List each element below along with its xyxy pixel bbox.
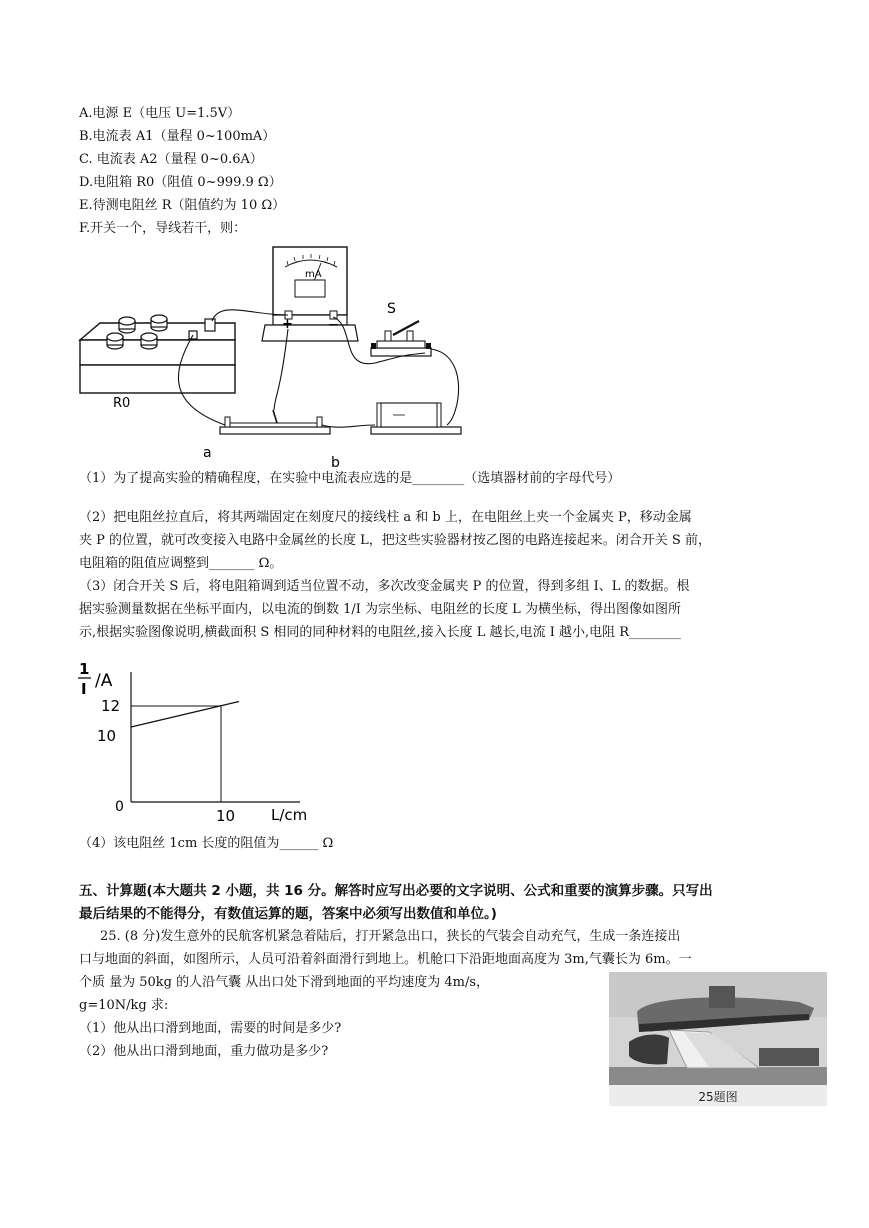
question-3-line-3: 示,根据实验图像说明,横截面积 S 相同的同种材料的电阻丝,接入长度 L 越长,电流 I 越小,电阻 R________ [79,625,682,640]
question-1: （1）为了提高实验的精确程度，在实验中电流表应选的是________（选填器材前的字母代号） [79,471,621,486]
switch-label: S [387,301,396,317]
equipment-item-b: B.电流表 A1（量程 0~100mA） [79,129,276,144]
data-line [131,702,239,728]
question-25-line-4: g=10N/kg 求: [79,998,169,1013]
y-tick-label-12: 12 [101,697,121,715]
question-2-line-3: 电阻箱的阻值应调整到_______ Ω。 [79,556,283,571]
resistor-box-label: R0 [113,396,131,411]
graph-inverse-current-vs-length [75,650,355,830]
question-25-sub-1: （1）他从出口滑到地面，需要的时间是多少? [79,1021,342,1036]
question-2-line-2: 夹 P 的位置，就可改变接入电路中金属丝的长度 L，把这些实验器材按乙图的电路连接起来。闭合开关 S 前， [79,533,711,548]
circuit-diagram [75,245,475,470]
question-25-line-2: 口与地面的斜面，如图所示，人员可沿着斜面滑行到地上。机舱口下沿距地面高度为 3m,气囊长为 6m。一 [79,952,692,967]
y-tick-label-10: 10 [97,727,117,745]
meter-minus-label: − [328,318,339,333]
y-axis-numerator: 1 [79,660,90,678]
question-25-line-1: 25. (8 分)发生意外的民航客机紧急着陆后，打开紧急出口，狭长的气装会自动充气，生成一条连接出 [100,929,681,944]
equipment-item-e: E.待测电阻丝 R（阻值约为 10 Ω） [79,198,286,213]
x-tick-label-10: 10 [216,807,236,825]
equipment-item-d: D.电阻箱 R0（阻值 0~999.9 Ω） [79,175,282,190]
meter-plus-label: + [282,317,293,332]
photo-caption: 25题图 [698,1090,738,1104]
x-axis-label: L/cm [271,806,308,824]
section-5-heading-line-1: 五、计算题(本大题共 2 小题，共 16 分。解答时应写出必要的文字说明、公式和重要的演算步骤。只写出 [79,883,713,899]
y-axis-denominator: I [81,680,87,698]
terminal-a-label: a [203,445,212,461]
origin-label: 0 [115,799,124,815]
question-3-line-2: 据实验测量数据在坐标平面内，以电流的倒数 1/I 为宗坐标、电阻丝的长度 L 为横坐标，得出图像如图所 [79,602,681,617]
airplane-slide-photo [609,972,827,1106]
equipment-item-c: C. 电流表 A2（量程 0~0.6A） [79,152,263,167]
meter-label: mA [305,269,322,280]
question-25-sub-2: （2）他从出口滑到地面，重力做功是多少? [79,1044,329,1059]
question-3-line-1: （3）闭合开关 S 后，将电阻箱调到适当位置不动，多次改变金属夹 P 的位置，得到多组 I、L 的数据。根 [79,579,690,594]
equipment-item-a: A.电源 E（电压 U=1.5V） [79,106,241,121]
section-5-heading-line-2: 最后结果的不能得分，有数值运算的题，答案中必须写出数值和单位。) [79,906,497,922]
y-axis-unit: /A [95,671,113,691]
question-4: （4）该电阻丝 1cm 长度的阻值为______ Ω [79,836,334,851]
equipment-item-f: F.开关一个，导线若干，则： [79,221,247,236]
terminal-b-label: b [331,455,340,470]
question-2-line-1: （2）把电阻丝拉直后，将其两端固定在刻度尺的接线柱 a 和 b 上，在电阻丝上夹一个金属夹 P，移动金属 [79,510,692,525]
question-25-line-3: 个质 量为 50kg 的人沿气囊 从出口处下滑到地面的平均速度为 4m/s， [79,975,490,990]
